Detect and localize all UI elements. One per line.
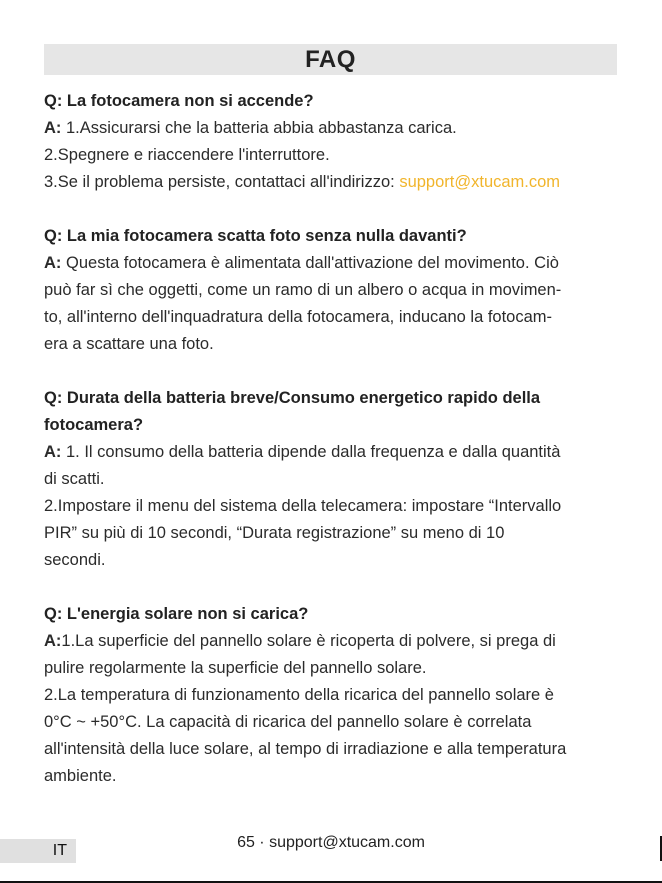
answer-4-line-2: pulire regolarmente la superficie del pannello solare. bbox=[44, 659, 427, 677]
answer-1-line-3: 3.Se il problema persiste, contattaci all'indirizzo: support@xtucam.com bbox=[44, 173, 561, 191]
answer-4-line-5: all'intensità della luce solare, al tempo di irradiazione e alla temperatura bbox=[44, 740, 567, 758]
answer-1-line-2: 2.Spegnere e riaccendere l'interruttore. bbox=[44, 146, 330, 164]
faq-header-bar bbox=[44, 44, 617, 75]
answer-4-line-6: ambiente. bbox=[44, 767, 117, 785]
answer-4-line-3: 2.La temperatura di funzionamento della ricarica del pannello solare è bbox=[44, 686, 554, 704]
faq-item-4 bbox=[44, 601, 619, 790]
page-footer: 65 · support@xtucam.com bbox=[237, 834, 425, 851]
answer-3-line-1: A: 1. Il consumo della batteria dipende dalla frequenza e dalla quantità bbox=[44, 443, 561, 461]
answer-2-line-4: era a scattare una foto. bbox=[44, 335, 214, 353]
faq-item-1 bbox=[44, 88, 619, 196]
answer-label: A: bbox=[44, 443, 62, 461]
answer-2-line-1: A: Questa fotocamera è alimentata dall'attivazione del movimento. Ciò bbox=[44, 254, 559, 272]
answer-3-line-5: secondi. bbox=[44, 551, 106, 569]
support-email-link[interactable]: support@xtucam.com bbox=[399, 173, 561, 191]
question-2: Q: La mia fotocamera scatta foto senza nulla davanti? bbox=[44, 227, 467, 245]
answer-3-line-2: di scatti. bbox=[44, 470, 105, 488]
question-3-line-1: Q: Durata della batteria breve/Consumo energetico rapido della bbox=[44, 389, 541, 407]
answer-2-line-2: può far sì che oggetti, come un ramo di un albero o acqua in movimen- bbox=[44, 281, 562, 299]
faq-content bbox=[44, 88, 619, 790]
answer-2-line-3: to, all'interno dell'inquadratura della fotocamera, inducano la fotocam- bbox=[44, 308, 553, 326]
answer-label: A: bbox=[44, 254, 62, 272]
language-label: IT bbox=[52, 842, 67, 859]
answer-3-line-4: PIR” su più di 10 secondi, “Durata registrazione” su meno di 10 bbox=[44, 524, 505, 542]
faq-item-3 bbox=[44, 385, 619, 574]
question-1: Q: La fotocamera non si accende? bbox=[44, 92, 314, 110]
answer-label: A: bbox=[44, 632, 62, 650]
question-4: Q: L'energia solare non si carica? bbox=[44, 605, 309, 623]
answer-label: A: bbox=[44, 119, 62, 137]
answer-4-line-1: A:1.La superficie del pannello solare è ricoperta di polvere, si prega di bbox=[44, 632, 556, 650]
question-3-line-2: fotocamera? bbox=[44, 416, 144, 434]
answer-1-line-1: A: 1.Assicurarsi che la batteria abbia abbastanza carica. bbox=[44, 119, 457, 137]
answer-3-line-3: 2.Impostare il menu del sistema della telecamera: impostare “Intervallo bbox=[44, 497, 562, 515]
page-title: FAQ bbox=[305, 45, 356, 73]
answer-4-line-4: 0°C ~ +50°C. La capacità di ricarica del pannello solare è correlata bbox=[44, 713, 532, 731]
faq-item-2 bbox=[44, 223, 619, 358]
